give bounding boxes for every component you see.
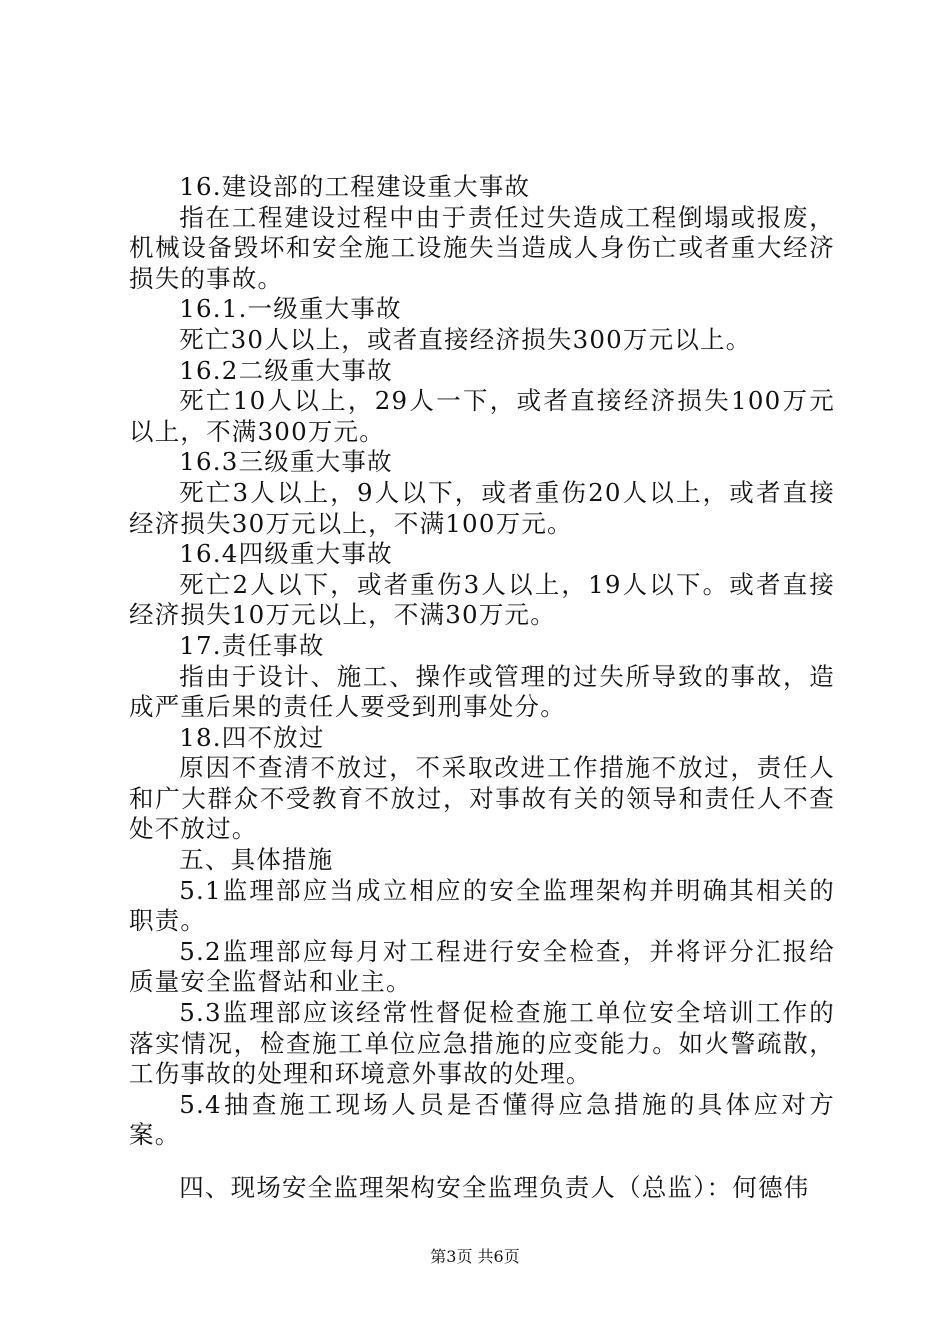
paragraph-16-definition: 指在工程建设过程中由于责任过失造成工程倒塌或报废，机械设备毁坏和安全施工设施失当造成人身伤亡或者重大经济损失的事故。 — [129, 202, 835, 293]
paragraph-5-1: 5.1监理部应当成立相应的安全监理架构并明确其相关的职责。 — [129, 875, 835, 936]
paragraph-17: 指由于设计、施工、操作或管理的过失所导致的事故，造成严重后果的责任人要受到刑事处分。 — [129, 661, 835, 722]
paragraph-16-1: 死亡30人以上，或者直接经济损失300万元以上。 — [179, 324, 752, 354]
heading-16-1: 16.1.一级重大事故 — [179, 294, 402, 324]
paragraph-18: 原因不查清不放过，不采取改进工作措施不放过，责任人和广大群众不受教育不放过，对事故有关的领导和责任人不查处不放过。 — [129, 753, 835, 844]
heading-18: 18.四不放过 — [179, 722, 325, 752]
page-footer: 第3页 共6页 — [430, 1247, 520, 1266]
heading-16-2: 16.2二级重大事故 — [179, 355, 393, 385]
paragraph-16-3: 死亡3人以上，9人以下，或者重伤20人以上，或者直接经济损失30万元以上，不满100万元。 — [129, 477, 835, 538]
heading-16: 16.建设部的工程建设重大事故 — [179, 172, 531, 201]
heading-16-4: 16.4四级重大事故 — [179, 539, 393, 569]
paragraph-5-3: 5.3监理部应该经常性督促检查施工单位安全培训工作的落实情况，检查施工单位应急措施的应变能力。如火警疏散，工伤事故的处理和环境意外事故的处理。 — [129, 998, 835, 1089]
paragraph-16-2: 死亡10人以上，29人一下，或者直接经济损失100万元以上，不满300万元。 — [129, 386, 835, 446]
document-body — [129, 172, 835, 1204]
paragraph-16-4: 死亡2人以下，或者重伤3人以上，19人以下。或者直接经济损失10万元以上，不满30万元。 — [129, 569, 835, 630]
heading-section-4: 四、现场安全监理架构安全监理负责人（总监）：何德伟 — [179, 1173, 810, 1202]
paragraph-5-2: 5.2监理部应每月对工程进行安全检查，并将评分汇报给质量安全监督站和业主。 — [129, 936, 835, 997]
heading-section-5: 五、具体措施 — [179, 845, 334, 875]
heading-16-3: 16.3三级重大事故 — [179, 447, 393, 477]
heading-17: 17.责任事故 — [179, 630, 325, 660]
paragraph-5-4: 5.4抽查施工现场人员是否懂得应急措施的具体应对方案。 — [129, 1089, 835, 1150]
